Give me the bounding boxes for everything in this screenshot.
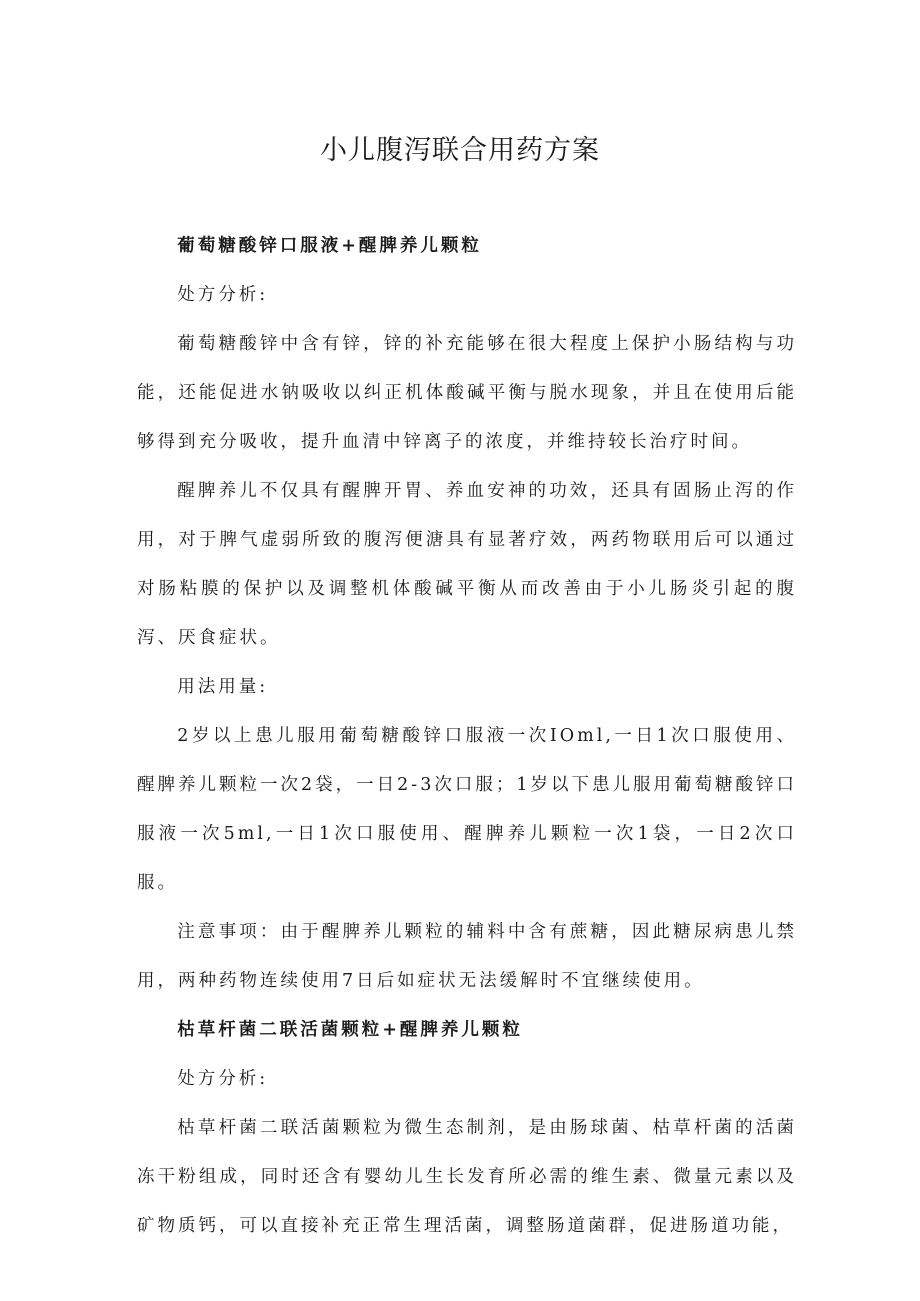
- body-paragraph: 注意事项：由于醒脾养儿颗粒的辅料中含有蔗糖，因此糖尿病患儿禁用，两种药物连续使用7日后如症状无法缓解时不宜继续使用。: [137, 922, 797, 991]
- section-heading: 葡萄糖酸锌口服液+醒脾养儿颗粒: [177, 236, 482, 256]
- document-title: 小儿腹泻联合用药方案: [320, 135, 600, 166]
- section-label: 处方分析:: [177, 1069, 269, 1089]
- section-label: 用法用量:: [177, 677, 269, 697]
- body-paragraph: 葡萄糖酸锌中含有锌，锌的补充能够在很大程度上保护小肠结构与功能，还能促进水钠吸收以纠正机体酸碱平衡与脱水现象，并且在使用后能够得到充分吸收，提升血清中锌离子的浓度，并维持较长治疗时间。: [137, 334, 797, 452]
- body-paragraph: 醒脾养儿不仅具有醒脾开胃、养血安神的功效，还具有固肠止泻的作用，对于脾气虚弱所致的腹泻便溏具有显著疗效，两药物联用后可以通过对肠粘膜的保护以及调整机体酸碱平衡从而改善由于小儿肠炎引起的腹泻、厌食症状。: [137, 481, 797, 648]
- body-paragraph: 枯草杆菌二联活菌颗粒为微生态制剂，是由肠球菌、枯草杆菌的活菌冻干粉组成，同时还含有婴幼儿生长发育所必需的维生素、微量元素以及矿物质钙，可以直接补充正常生理活菌，调整肠道菌群，促进肠道功能，: [137, 1118, 797, 1236]
- document-body: [137, 222, 797, 1251]
- section-label: 处方分析:: [177, 285, 269, 305]
- body-paragraph: 2岁以上患儿服用葡萄糖酸锌口服液一次IOml,一日1次口服使用、醒脾养儿颗粒一次2袋，一日2-3次口服；1岁以下患儿服用葡萄糖酸锌口服液一次5ml,一日1次口服使用、醒脾养儿颗粒一次1袋，一日2次口服。: [137, 726, 797, 893]
- section-heading: 枯草杆菌二联活菌颗粒+醒脾养儿颗粒: [177, 1020, 523, 1040]
